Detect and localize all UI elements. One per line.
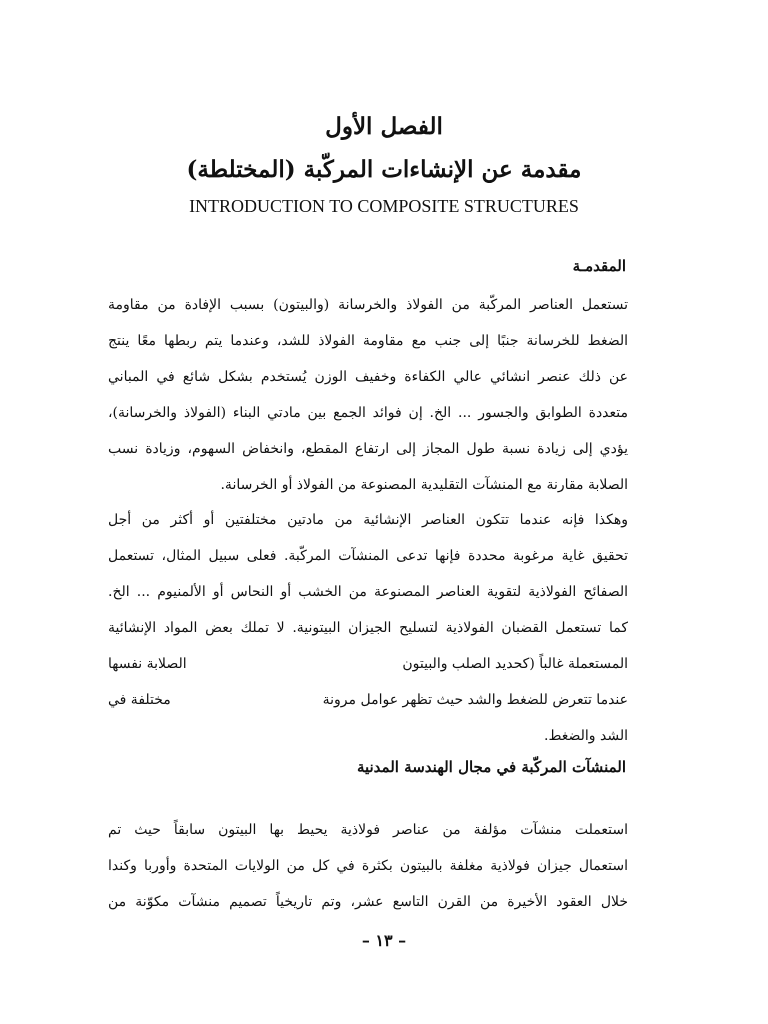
text-line: كما تستعمل القضبان الفولاذية لتسليح الجيزان البيتونية. لا تملك بعض المواد الإنشائية	[108, 620, 628, 636]
text-fragment: مختلفة في	[108, 692, 171, 708]
text-line-with-gap	[108, 646, 628, 682]
text-fragment: الصلابة نفسها	[108, 656, 187, 672]
text-line: الضغط للخرسانة جنبًا إلى جنب مع مقاومة الفولاذ للشد، وعندما يتم ربطها معًا ينتج	[108, 333, 628, 349]
chapter-title-arabic: مقدمة عن الإنشاءات المركّبة (المختلطة)	[186, 156, 582, 183]
text-line: استعملت منشآت مؤلفة من عناصر فولاذية يحيط بها البيتون سابقاً حيث تم	[108, 822, 628, 838]
text-line: استعمال جيزان فولاذية مغلفة بالبيتون بكثرة في كل من الولايات المتحدة وأوربا وكندا	[108, 858, 628, 874]
text-line: الشد والضغط.	[544, 728, 628, 744]
text-line-with-gap	[108, 682, 628, 718]
section-heading-civil-engineering: المنشآت المركّبة في مجال الهندسة المدنية	[356, 758, 626, 776]
text-line: وهكذا فإنه عندما تتكون العناصر الإنشائية من مادتين مختلفتين أو أكثر من أجل	[108, 512, 628, 528]
text-line: الصفائح الفولاذية لتقوية العناصر المصنوعة من الخشب أو النحاس أو الألمنيوم ... الخ.	[108, 584, 628, 600]
text-line: تستعمل العناصر المركّبة من الفولاذ والخرسانة (والبيتون) بسبب الإفادة من مقاومة	[108, 297, 628, 313]
paragraph-civil-1	[108, 812, 628, 920]
section-heading-introduction: المقدمـة	[572, 257, 626, 275]
chapter-label: الفصل الأول	[325, 113, 443, 140]
chapter-title-english: INTRODUCTION TO COMPOSITE STRUCTURES	[189, 196, 579, 216]
text-line: يؤدي إلى زيادة نسبة طول المجاز إلى ارتفاع المقطع، وانخفاض السهوم، وزيادة نسب	[108, 441, 628, 457]
text-fragment: المستعملة غالباً (كحديد الصلب والبيتون	[402, 656, 628, 672]
text-line: خلال العقود الأخيرة من القرن التاسع عشر، وتم تاريخياً تصميم منشآت مكوّنة من	[108, 894, 628, 910]
text-line: عن ذلك عنصر انشائي عالي الكفاءة وخفيف الوزن يُستخدم بشكل شائع في المباني	[108, 369, 628, 385]
text-line: متعددة الطوابق والجسور ... الخ. إن فوائد الجمع بين مادتي البناء (الفولاذ والخرسانة)،	[108, 405, 628, 421]
text-fragment: عندما تتعرض للضغط والشد حيث تظهر عوامل مرونة	[322, 692, 628, 708]
paragraph-intro-2	[108, 502, 628, 754]
paragraph-intro-1	[108, 287, 628, 503]
text-line: الصلابة مقارنة مع المنشآت التقليدية المصنوعة من الفولاذ أو الخرسانة.	[220, 477, 628, 493]
text-line: تحقيق غاية مرغوبة محددة فإنها تدعى المنشآت المركّبة. فعلى سبيل المثال، تستعمل	[108, 548, 628, 564]
page-number: – ١٣ –	[361, 931, 407, 950]
